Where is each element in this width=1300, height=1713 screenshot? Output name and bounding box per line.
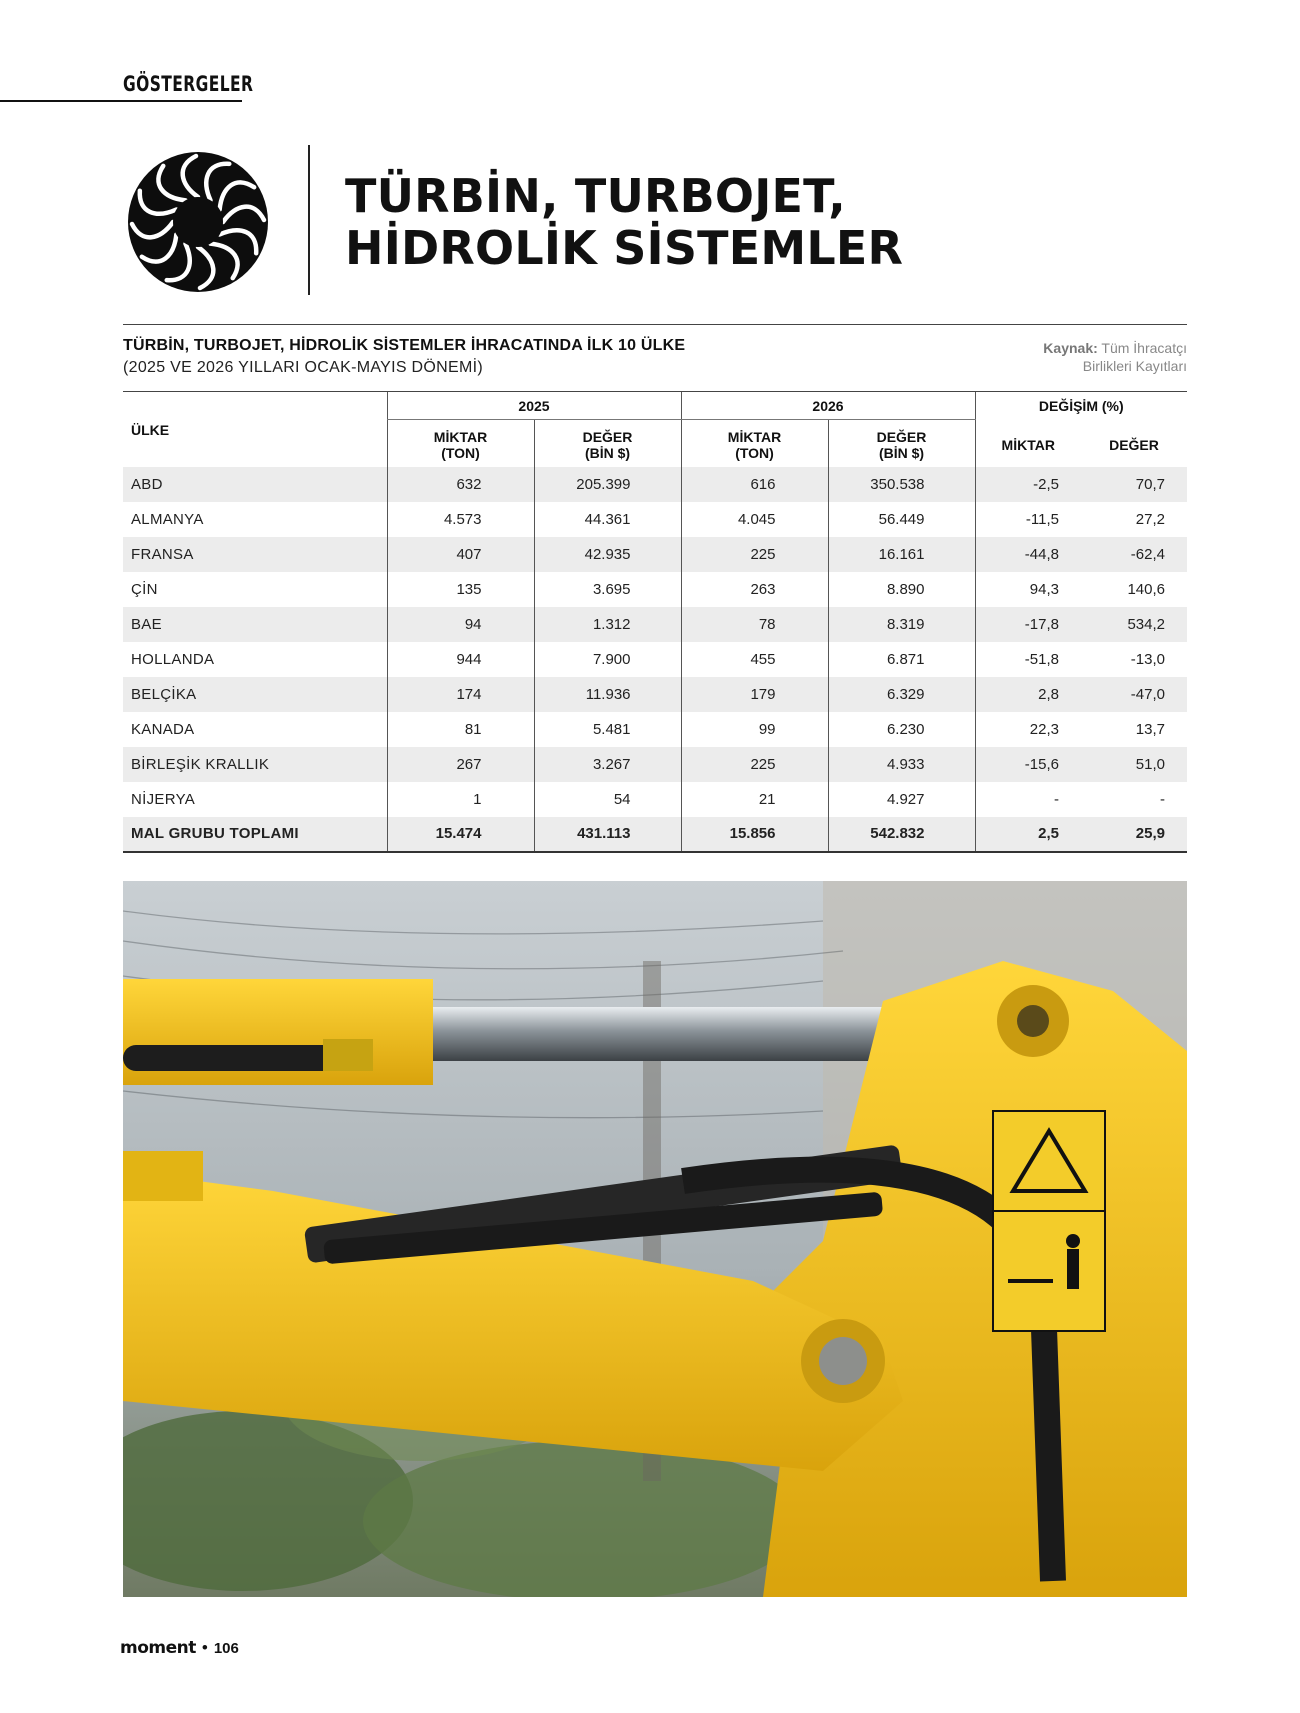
value-cell: -51,8 <box>975 642 1081 677</box>
value-cell: 15.856 <box>681 817 828 852</box>
value-cell: 4.573 <box>387 502 534 537</box>
value-cell: 2,8 <box>975 677 1081 712</box>
value-cell: -13,0 <box>1130 650 1165 668</box>
header-text: MİKTAR <box>433 429 488 446</box>
value-cell: 8.319 <box>828 607 975 642</box>
value-cell: 4.933 <box>828 747 975 782</box>
table-total-row <box>123 817 1187 852</box>
value-cell: - <box>1160 790 1165 808</box>
value-cell: 174 <box>387 677 534 712</box>
value-cell: 42.935 <box>534 537 681 572</box>
value-cell: 944 <box>387 642 534 677</box>
value-cell: 3.695 <box>534 572 681 607</box>
value-cell: 99 <box>681 712 828 747</box>
table-row <box>123 747 1187 782</box>
value-cell: 27,2 <box>1135 510 1165 528</box>
page-number: 106 <box>213 1639 239 1657</box>
country-cell: BELÇİKA <box>123 677 387 712</box>
hydraulic-excavator-photo <box>123 881 1187 1597</box>
value-cell: 56.449 <box>828 502 975 537</box>
col-header-qty-2026 <box>681 420 828 467</box>
table-row <box>123 537 1187 572</box>
table-subtitle: (2025 VE 2026 YILLARI OCAK-MAYIS DÖNEMİ) <box>123 359 483 376</box>
value-cell: 4.927 <box>828 782 975 817</box>
country-cell: MAL GRUBU TOPLAMI <box>123 817 387 852</box>
table-row <box>123 677 1187 712</box>
value-cell: 7.900 <box>534 642 681 677</box>
table-row <box>123 782 1187 817</box>
value-cell: 78 <box>681 607 828 642</box>
col-header-country: ÜLKE <box>123 392 387 467</box>
export-table-section <box>123 324 1187 853</box>
table-row <box>123 467 1187 502</box>
table-row <box>123 572 1187 607</box>
footer-bullet: • <box>201 1638 208 1657</box>
value-cell: 1.312 <box>534 607 681 642</box>
page-footer <box>120 1638 239 1658</box>
value-cell: 616 <box>681 467 828 502</box>
value-cell: 632 <box>387 467 534 502</box>
value-cell: 179 <box>681 677 828 712</box>
value-cell: 2,5 <box>975 817 1081 852</box>
table-row <box>123 642 1187 677</box>
value-cell: 6.329 <box>828 677 975 712</box>
col-header-qty-2025 <box>387 420 534 467</box>
value-cell: 5.481 <box>534 712 681 747</box>
value-cell: 542.832 <box>828 817 975 852</box>
value-cell: 6.871 <box>828 642 975 677</box>
value-cell: -2,5 <box>975 467 1081 502</box>
value-cell: 6.230 <box>828 712 975 747</box>
brand-logo: moment <box>120 1638 196 1658</box>
country-cell: ÇİN <box>131 580 158 598</box>
page-title-line: HİDROLİK SİSTEMLER <box>345 221 904 275</box>
value-cell: 1 <box>387 782 534 817</box>
col-header-year-2026: 2026 <box>681 392 975 420</box>
col-header-year-2025: 2025 <box>387 392 681 420</box>
country-cell: NİJERYA <box>131 790 196 808</box>
value-cell: -15,6 <box>975 747 1081 782</box>
country-cell: ABD <box>123 467 387 502</box>
country-cell: BİRLEŞİK KRALLIK <box>123 747 387 782</box>
value-cell: 22,3 <box>975 712 1081 747</box>
source-text: Birlikleri Kayıtları <box>1082 358 1187 374</box>
value-cell: 15.474 <box>387 817 534 852</box>
value-cell: 16.161 <box>828 537 975 572</box>
value-cell: 205.399 <box>534 467 681 502</box>
value-cell: 4.045 <box>681 502 828 537</box>
header-text: (BİN $) <box>584 445 631 462</box>
value-cell: 25,9 <box>1081 817 1187 852</box>
country-cell: ALMANYA <box>131 510 204 528</box>
table-title: TÜRBİN, TURBOJET, HİDROLİK SİSTEMLER İHRACATINDA İLK 10 ÜLKE <box>123 337 686 354</box>
header-text: DEĞER <box>582 429 633 446</box>
value-cell: 94,3 <box>975 572 1081 607</box>
table-row <box>123 607 1187 642</box>
value-cell: 350.538 <box>828 467 975 502</box>
value-cell: 13,7 <box>1135 720 1165 738</box>
table-row <box>123 712 1187 747</box>
value-cell: 54 <box>534 782 681 817</box>
source-label: Kaynak: <box>1043 340 1098 356</box>
header-text: DEĞER <box>876 429 927 446</box>
value-cell: 225 <box>681 747 828 782</box>
col-header-value-2026 <box>828 420 975 467</box>
value-cell: -17,8 <box>975 607 1081 642</box>
value-cell: 51,0 <box>1081 747 1187 782</box>
country-cell: FRANSA <box>123 537 387 572</box>
table-row <box>123 502 1187 537</box>
value-cell: 8.890 <box>828 572 975 607</box>
value-cell: 267 <box>387 747 534 782</box>
value-cell: -44,8 <box>975 537 1081 572</box>
value-cell: 21 <box>681 782 828 817</box>
col-header-change-value: DEĞER <box>1109 437 1159 453</box>
value-cell: 135 <box>387 572 534 607</box>
country-cell: KANADA <box>131 720 195 738</box>
header-text: MİKTAR <box>727 429 782 446</box>
country-cell: BAE <box>123 607 387 642</box>
value-cell: 225 <box>681 537 828 572</box>
col-header-value-2025 <box>534 420 681 467</box>
value-cell: 70,7 <box>1081 467 1187 502</box>
turbine-icon <box>128 152 268 292</box>
value-cell: -62,4 <box>1081 537 1187 572</box>
value-cell: -47,0 <box>1081 677 1187 712</box>
page-title <box>345 170 1065 274</box>
value-cell: 94 <box>387 607 534 642</box>
export-table <box>123 391 1187 853</box>
value-cell: 455 <box>681 642 828 677</box>
value-cell: 3.267 <box>534 747 681 782</box>
value-cell: - <box>975 782 1081 817</box>
col-header-change-qty: MİKTAR <box>975 420 1081 467</box>
value-cell: -11,5 <box>975 502 1081 537</box>
header-text: (TON) <box>441 445 480 462</box>
source-text: Tüm İhracatçı <box>1101 340 1187 356</box>
value-cell: 81 <box>387 712 534 747</box>
header-text: (BİN $) <box>878 445 925 462</box>
col-header-change: DEĞİŞİM (%) <box>975 392 1187 420</box>
page-title-line: TÜRBİN, TURBOJET, <box>345 169 846 223</box>
source-note <box>1043 339 1187 375</box>
value-cell: 44.361 <box>534 502 681 537</box>
value-cell: 534,2 <box>1081 607 1187 642</box>
value-cell: 140,6 <box>1127 580 1165 598</box>
section-underline <box>0 100 242 102</box>
section-label: GÖSTERGELER <box>123 72 254 96</box>
country-cell: HOLLANDA <box>131 650 215 668</box>
value-cell: 407 <box>387 537 534 572</box>
value-cell: 263 <box>681 572 828 607</box>
title-divider <box>308 145 310 295</box>
header-text: (TON) <box>735 445 774 462</box>
value-cell: 431.113 <box>534 817 681 852</box>
value-cell: 11.936 <box>534 677 681 712</box>
